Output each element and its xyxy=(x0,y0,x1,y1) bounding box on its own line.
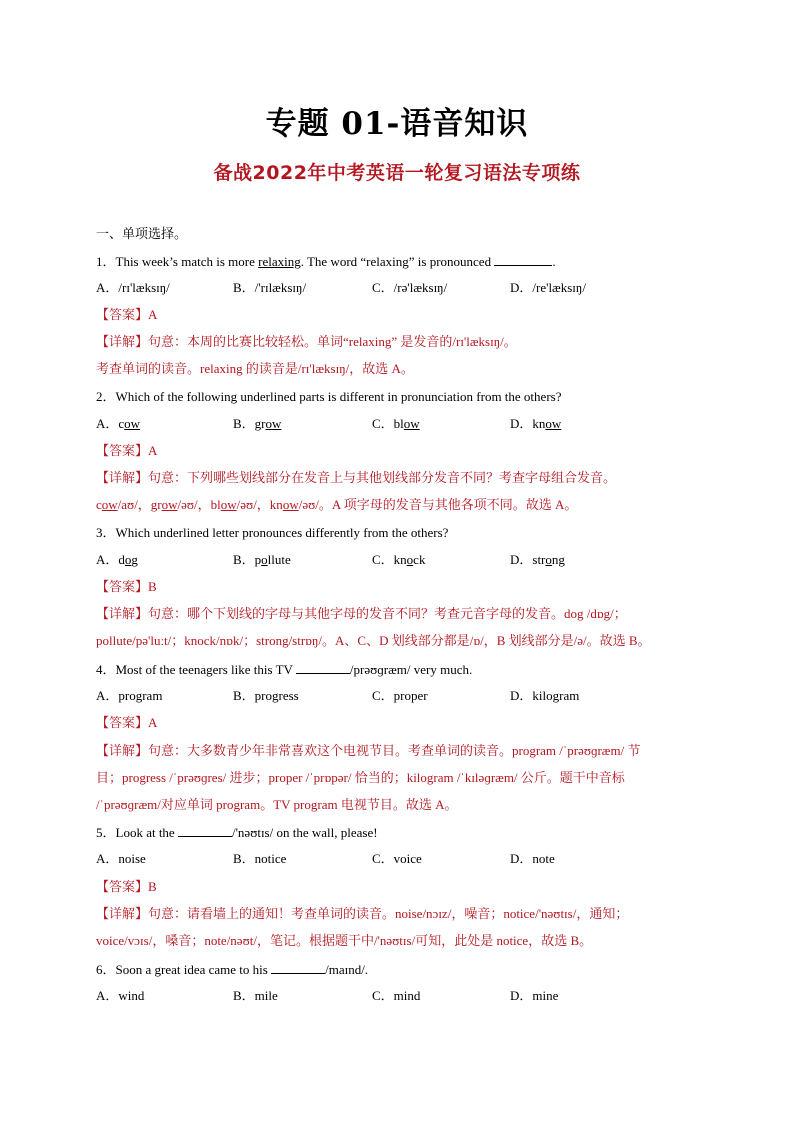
q4-answer: 【答案】A xyxy=(96,715,158,730)
q4-explanation-1: 【详解】句意：大多数青少年非常喜欢这个电视节目。考查单词的读音。program /ˈprəʊɡræm/ 节 xyxy=(96,743,641,758)
q4-options xyxy=(96,688,716,704)
q3-answer: 【答案】B xyxy=(96,579,157,594)
q6-stem: 6．Soon a great idea came to his /maɪnd/. xyxy=(96,962,369,977)
q1-exp-text: 【详解】句意：本周的比赛比较轻松。单词“relaxing” 是发音的/rɪ'læksɪŋ/。 xyxy=(96,334,517,349)
q4-explanation-3: /ˈprəʊɡræm/对应单词 program。TV program 电视节目。故选 A。 xyxy=(96,797,458,812)
q3-explanation-2: pollute/pə'luːt/；knock/nɒk/；strong/strɒŋ/。A、C、D 划线部分都是/ɒ/，B 划线部分是/ə/。故选 B。 xyxy=(96,633,651,648)
page-subtitle: 备战2022年中考英语一轮复习语法专项练 xyxy=(213,162,581,184)
q6-option-d[interactable]: D．mine xyxy=(510,988,559,1003)
answer-blank xyxy=(271,961,325,974)
q5-options xyxy=(96,851,716,867)
q2-stem: 2．Which of the following underlined parts is different in pronunciation from the others? xyxy=(96,389,562,404)
q3-option-a[interactable]: A．dog xyxy=(96,552,138,567)
q1-stem xyxy=(96,253,556,270)
q3-stem: 3．Which underlined letter pronounces differently from the others? xyxy=(96,525,449,540)
answer-blank xyxy=(296,661,350,674)
q4-option-b[interactable]: B．progress xyxy=(233,688,299,703)
q1-explanation-2: 考查单词的读音。relaxing 的读音是/rɪ'læksɪŋ/，故选 A。 xyxy=(96,361,414,376)
section-heading: 一、单项选择。 xyxy=(96,226,188,241)
q1-explanation-1 xyxy=(96,334,517,350)
q6-option-b[interactable]: B．mile xyxy=(233,988,278,1003)
answer-blank xyxy=(494,253,552,266)
q5-option-b[interactable]: B．notice xyxy=(233,851,287,866)
q4-stem: 4．Most of the teenagers like this TV /prəʊɡræm/ very much. xyxy=(96,662,473,677)
q2-option-c[interactable]: C．blow xyxy=(372,416,420,431)
q4-explanation-2: 目；progress /ˈprəʊɡres/ 进步；proper /ˈprɒpər/ 恰当的；kilogram /ˈkɪləɡræm/ 公斤。题干中音标 xyxy=(96,770,625,785)
q3-option-d[interactable]: D．strong xyxy=(510,552,565,567)
q1-stem-text-2: . The word “relaxing” is pronounced xyxy=(300,254,495,269)
q1-option-b[interactable]: B．/'rɪlæksɪŋ/ xyxy=(233,280,307,295)
q2-explanation-1: 【详解】句意：下列哪些划线部分在发音上与其他划线部分发音不同？考查字母组合发音。 xyxy=(96,470,617,485)
q6-option-a[interactable]: A．wind xyxy=(96,988,145,1003)
q4-option-c[interactable]: C．proper xyxy=(372,688,428,703)
q6-options xyxy=(96,988,716,1004)
q5-explanation-2: voice/vɔɪs/，嗓音；note/nəʊt/，笔记。根据题干中/'nəʊtɪs/可知，此处是 notice，故选 B。 xyxy=(96,933,593,948)
q2-options xyxy=(96,416,716,432)
q2-answer: 【答案】A xyxy=(96,443,158,458)
q5-option-a[interactable]: A．noise xyxy=(96,851,146,866)
q2-option-a[interactable]: A．cow xyxy=(96,416,141,431)
q1-underlined-word: relaxing xyxy=(258,254,301,269)
q1-option-d[interactable]: D．/re'læksɪŋ/ xyxy=(510,280,586,295)
q5-option-c[interactable]: C．voice xyxy=(372,851,422,866)
answer-blank xyxy=(178,824,232,837)
q1-stem-text: 1．This week’s match is more xyxy=(96,254,259,269)
q3-options xyxy=(96,552,716,568)
q5-stem: 5．Look at the /'nəʊtɪs/ on the wall, please! xyxy=(96,825,378,840)
q2-option-d[interactable]: D．know xyxy=(510,416,562,431)
q5-option-d[interactable]: D．note xyxy=(510,851,555,866)
q3-option-b[interactable]: B．pollute xyxy=(233,552,291,567)
q3-explanation-1: 【详解】句意：哪个下划线的字母与其他字母的发音不同？考查元音字母的发音。dog /dɒg/； xyxy=(96,606,627,621)
q4-option-d[interactable]: D．kilogram xyxy=(510,688,580,703)
q5-answer: 【答案】B xyxy=(96,879,157,894)
q1-option-a[interactable]: A．/rɪ'læksɪŋ/ xyxy=(96,280,170,295)
q2-explanation-2: cow/aʊ/，grow/əʊ/，blow/əʊ/，know/əʊ/。A 项字母的发音与其他各项不同。故选 A。 xyxy=(96,497,578,512)
q2-option-b[interactable]: B．grow xyxy=(233,416,282,431)
page-title: 专题 01-语音知识 xyxy=(265,106,529,142)
q1-stem-end: . xyxy=(552,254,556,269)
q5-explanation-1: 【详解】句意：请看墙上的通知！考查单词的读音。noise/nɔɪz/，噪音；notice/'nəʊtɪs/，通知； xyxy=(96,906,629,921)
q4-option-a[interactable]: A．program xyxy=(96,688,163,703)
q1-options xyxy=(96,280,716,296)
q1-answer: 【答案】A xyxy=(96,307,158,322)
q1-option-c[interactable]: C．/rə'læksɪŋ/ xyxy=(372,280,448,295)
q6-option-c[interactable]: C．mind xyxy=(372,988,421,1003)
q3-option-c[interactable]: C．knock xyxy=(372,552,426,567)
